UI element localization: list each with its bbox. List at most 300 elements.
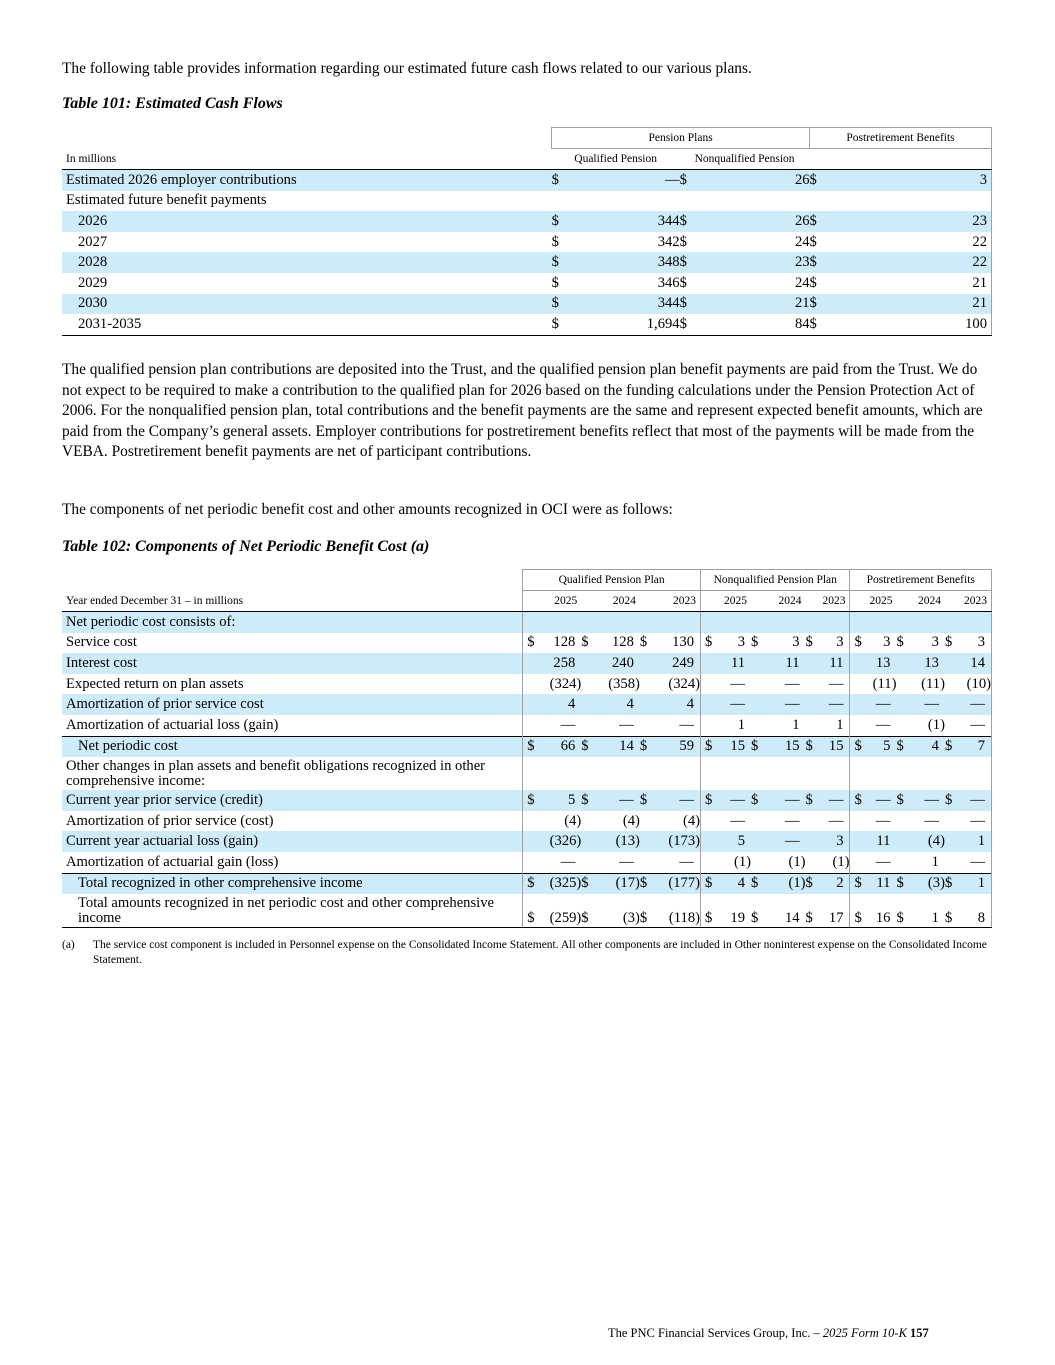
cell-value: — bbox=[765, 790, 805, 811]
cell-value: 13 bbox=[911, 653, 945, 674]
dollar-sign bbox=[523, 757, 537, 790]
dollar-sign: $ bbox=[701, 736, 715, 757]
row-label: Amortization of actuarial loss (gain) bbox=[66, 716, 279, 733]
cell-value: 24 bbox=[794, 274, 810, 291]
cell-value bbox=[911, 757, 945, 790]
dollar-sign bbox=[552, 191, 566, 212]
cell-value: 1 bbox=[959, 873, 991, 894]
cell-value bbox=[959, 612, 991, 633]
dollar-sign: $ bbox=[640, 790, 654, 811]
cell-value: — bbox=[924, 812, 939, 829]
cell-value: 344 bbox=[566, 294, 680, 315]
cell-value: 3 bbox=[959, 633, 991, 654]
cell-value: 344 bbox=[566, 211, 680, 232]
dollar-sign bbox=[640, 653, 654, 674]
cell-value: 14 bbox=[595, 736, 639, 757]
cell-value: — bbox=[715, 694, 751, 715]
cell-value: 1 bbox=[911, 894, 945, 928]
dollar-sign: $ bbox=[806, 894, 820, 928]
cell-value bbox=[715, 757, 751, 790]
dollar-sign: $ bbox=[945, 736, 959, 757]
dollar-sign bbox=[523, 694, 537, 715]
cell-value: 3 bbox=[792, 634, 800, 651]
cell-value: (259) bbox=[537, 894, 581, 928]
cell-value: — bbox=[560, 853, 576, 870]
cell-value: (1) bbox=[733, 853, 751, 870]
dollar-sign: $ bbox=[640, 894, 654, 928]
dollar-sign bbox=[640, 811, 654, 832]
dollar-sign bbox=[806, 715, 820, 736]
cell-value: 84 bbox=[694, 314, 810, 335]
cell-value: 8 bbox=[959, 894, 991, 928]
dollar-sign: $ bbox=[850, 633, 864, 654]
row-label: Amortization of actuarial gain (loss) bbox=[66, 853, 279, 870]
dollar-sign bbox=[945, 831, 959, 852]
t101-row bbox=[62, 314, 992, 335]
dollar-sign bbox=[680, 191, 694, 212]
dollar-sign bbox=[751, 811, 765, 832]
row-label: Other changes in plan assets and benefit obligations recognized in other comprehensive income: bbox=[66, 757, 486, 789]
dollar-sign bbox=[701, 831, 715, 852]
dollar-sign bbox=[640, 715, 654, 736]
dollar-sign bbox=[945, 612, 959, 633]
t102-row bbox=[62, 715, 992, 736]
cell-value bbox=[595, 612, 639, 633]
cell-value: (173) bbox=[654, 831, 700, 852]
dollar-sign bbox=[751, 715, 765, 736]
year-header: 2025 bbox=[850, 591, 896, 612]
row-label: Total amounts recognized in net periodic cost and other comprehensive income bbox=[62, 894, 523, 928]
dollar-sign: $ bbox=[701, 633, 715, 654]
dollar-sign: $ bbox=[581, 634, 589, 651]
t102-row bbox=[62, 852, 992, 873]
cell-value: 3 bbox=[836, 634, 844, 651]
cell-value: 26 bbox=[694, 211, 810, 232]
dollar-sign bbox=[581, 694, 595, 715]
dollar-sign: $ bbox=[523, 633, 537, 654]
cell-value: 249 bbox=[654, 653, 700, 674]
cell-value: 7 bbox=[959, 736, 991, 757]
estimated-cash-flows-table bbox=[62, 127, 992, 336]
row-label: Amortization of prior service (cost) bbox=[66, 812, 274, 829]
cell-value: (3) bbox=[595, 894, 639, 928]
t101-row bbox=[62, 211, 992, 232]
cell-value: (11) bbox=[921, 675, 945, 692]
dollar-sign bbox=[523, 715, 537, 736]
dollar-sign bbox=[581, 715, 595, 736]
dollar-sign: $ bbox=[850, 873, 864, 894]
table-102-caption: Table 102: Components of Net Periodic Benefit Cost (a) bbox=[62, 538, 430, 555]
cell-value: 15 bbox=[765, 736, 805, 757]
t102-row bbox=[62, 757, 992, 790]
dollar-sign: $ bbox=[701, 894, 715, 928]
cell-value: 1 bbox=[959, 831, 991, 852]
dollar-sign: $ bbox=[809, 233, 817, 250]
cell-value bbox=[820, 757, 850, 790]
dollar-sign: $ bbox=[581, 790, 595, 811]
dollar-sign: $ bbox=[945, 873, 959, 894]
cell-value: — bbox=[820, 694, 850, 715]
cell-value: 66 bbox=[537, 736, 581, 757]
cell-value bbox=[537, 612, 581, 633]
dollar-sign bbox=[850, 757, 864, 790]
cell-value: (1) bbox=[832, 853, 850, 870]
year-header: 2025 bbox=[701, 591, 752, 612]
dollar-sign bbox=[581, 852, 595, 873]
cell-value: (4) bbox=[564, 812, 582, 829]
cell-value: 342 bbox=[657, 233, 680, 250]
cell-value: — bbox=[959, 852, 991, 873]
cell-value: 1,694 bbox=[566, 314, 680, 335]
dollar-sign bbox=[751, 694, 765, 715]
t101-row bbox=[62, 232, 992, 253]
cell-value: — bbox=[911, 790, 945, 811]
nonqualified-pension-plan-header: Nonqualified Pension Plan bbox=[701, 570, 850, 591]
dollar-sign bbox=[896, 612, 910, 633]
cell-value: — bbox=[595, 790, 639, 811]
t102-row bbox=[62, 831, 992, 852]
cell-value: 22 bbox=[824, 252, 992, 273]
cell-value: 19 bbox=[715, 894, 751, 928]
cell-value: — bbox=[619, 716, 634, 733]
dollar-sign bbox=[581, 757, 595, 790]
dollar-sign bbox=[806, 674, 820, 695]
year-header: 2023 bbox=[945, 591, 992, 612]
cell-value: 4 bbox=[715, 873, 751, 894]
dollar-sign bbox=[806, 852, 820, 873]
table-101-caption: Table 101: Estimated Cash Flows bbox=[62, 95, 283, 112]
dollar-sign: $ bbox=[896, 894, 910, 928]
cell-value: 4 bbox=[537, 694, 581, 715]
dollar-sign: $ bbox=[896, 873, 910, 894]
cell-value: 15 bbox=[820, 736, 850, 757]
dollar-sign bbox=[581, 811, 595, 832]
dollar-sign bbox=[640, 674, 654, 695]
cell-value: 2 bbox=[820, 873, 850, 894]
row-label: Estimated future benefit payments bbox=[66, 192, 267, 209]
row-label: Interest cost bbox=[62, 653, 523, 674]
cell-value bbox=[959, 757, 991, 790]
dollar-sign bbox=[945, 757, 959, 790]
cell-value: (13) bbox=[595, 831, 639, 852]
dollar-sign: $ bbox=[680, 252, 694, 273]
row-label: Estimated 2026 employer contributions bbox=[62, 170, 552, 191]
cell-value bbox=[824, 191, 992, 212]
cell-value bbox=[820, 612, 850, 633]
dollar-sign: $ bbox=[810, 294, 824, 315]
dollar-sign bbox=[523, 811, 537, 832]
postretirement-header: Postretirement Benefits bbox=[810, 128, 992, 149]
dollar-sign bbox=[810, 191, 824, 212]
dollar-sign bbox=[751, 612, 765, 633]
row-label: Net periodic cost bbox=[62, 736, 523, 757]
row-label: Current year actuarial loss (gain) bbox=[62, 831, 523, 852]
cell-value: (17) bbox=[595, 873, 639, 894]
cell-value: 23 bbox=[694, 252, 810, 273]
cell-value: 15 bbox=[715, 736, 751, 757]
cell-value: 346 bbox=[657, 274, 680, 291]
dollar-sign bbox=[751, 653, 765, 674]
cell-value: 59 bbox=[654, 736, 700, 757]
dollar-sign bbox=[945, 653, 959, 674]
cell-value: (4) bbox=[911, 831, 945, 852]
t102-row bbox=[62, 674, 992, 695]
cell-value: — bbox=[959, 694, 991, 715]
cell-value: 1 bbox=[737, 716, 745, 733]
cell-value: — bbox=[730, 675, 745, 692]
dollar-sign bbox=[751, 757, 765, 790]
cell-value bbox=[765, 757, 805, 790]
dollar-sign bbox=[701, 715, 715, 736]
dollar-sign: $ bbox=[523, 736, 537, 757]
cell-value: (324) bbox=[549, 675, 582, 692]
dollar-sign bbox=[701, 694, 715, 715]
units-header: In millions bbox=[62, 149, 552, 170]
dollar-sign: $ bbox=[679, 274, 687, 291]
t102-row bbox=[62, 633, 992, 654]
dollar-sign bbox=[945, 852, 959, 873]
dollar-sign bbox=[896, 811, 910, 832]
dollar-sign: $ bbox=[809, 274, 817, 291]
dollar-sign bbox=[896, 852, 910, 873]
dollar-sign: $ bbox=[805, 634, 813, 651]
dollar-sign: $ bbox=[810, 252, 824, 273]
dollar-sign: $ bbox=[751, 634, 759, 651]
dollar-sign bbox=[945, 674, 959, 695]
dollar-sign: $ bbox=[640, 873, 654, 894]
row-label: Amortization of prior service cost bbox=[62, 694, 523, 715]
cell-value: (1) bbox=[788, 853, 806, 870]
cell-value: — bbox=[679, 716, 694, 733]
dollar-sign bbox=[896, 757, 910, 790]
dollar-sign: $ bbox=[850, 736, 864, 757]
cell-value bbox=[654, 757, 700, 790]
cell-value: (177) bbox=[654, 873, 700, 894]
qualified-pension-header: Qualified Pension bbox=[552, 149, 680, 170]
row-label: Expected return on plan assets bbox=[66, 675, 244, 692]
dollar-sign: $ bbox=[810, 314, 824, 335]
dollar-sign: $ bbox=[810, 170, 824, 191]
t102-row bbox=[62, 653, 992, 674]
row-label: 2031-2035 bbox=[62, 314, 552, 335]
intro-paragraph: The following table provides information regarding our estimated future cash flows related to our various plans. bbox=[62, 60, 752, 77]
t102-row bbox=[62, 894, 992, 928]
t102-row bbox=[62, 811, 992, 832]
cell-value: — bbox=[715, 790, 751, 811]
dollar-sign: $ bbox=[680, 211, 694, 232]
cell-value: 13 bbox=[864, 653, 896, 674]
dollar-sign: $ bbox=[896, 634, 904, 651]
year-header: 2024 bbox=[581, 591, 640, 612]
cell-value: 128 bbox=[612, 634, 634, 651]
dollar-sign bbox=[701, 674, 715, 695]
cell-value: 4 bbox=[654, 694, 700, 715]
dollar-sign bbox=[806, 757, 820, 790]
dollar-sign: $ bbox=[751, 873, 765, 894]
cell-value: 26 bbox=[694, 170, 810, 191]
cell-value: 21 bbox=[824, 294, 992, 315]
dollar-sign bbox=[896, 694, 910, 715]
dollar-sign bbox=[581, 831, 595, 852]
dollar-sign bbox=[751, 674, 765, 695]
cell-value: — bbox=[784, 675, 800, 692]
cell-value: — bbox=[730, 812, 745, 829]
dollar-sign: $ bbox=[806, 790, 820, 811]
dollar-sign bbox=[523, 612, 537, 633]
cell-value: 17 bbox=[820, 894, 850, 928]
cell-value: — bbox=[619, 853, 634, 870]
dollar-sign: $ bbox=[523, 790, 537, 811]
dollar-sign: $ bbox=[751, 736, 765, 757]
cell-value: — bbox=[765, 694, 805, 715]
dollar-sign: $ bbox=[552, 314, 566, 335]
dollar-sign bbox=[850, 811, 864, 832]
cell-value: 21 bbox=[824, 273, 992, 294]
cell-value: 258 bbox=[537, 653, 581, 674]
page-number: 157 bbox=[910, 1326, 929, 1340]
cell-value bbox=[864, 612, 896, 633]
dollar-sign bbox=[640, 612, 654, 633]
explanation-paragraph: The qualified pension plan contributions are deposited into the Trust, and the qualified pension plan benefit payments are paid from the Trust. We do not expect to be required to make a contribution to the qualified plan for 2026 based on the funding calculations under the Pension Protection Act of 2006. For the nonqualified pension plan, total contributions and the benefit payments are the same and represent expected benefit amounts, which are paid from the Company’s general assets. Employer contributions for postretirement benefits reflect that most of the payments will be made from the VEBA. Postretirement benefit payments are net of participant contributions. bbox=[62, 361, 983, 461]
dollar-sign bbox=[523, 852, 537, 873]
cell-value: — bbox=[959, 811, 991, 832]
dollar-sign: $ bbox=[551, 233, 559, 250]
t102-row bbox=[62, 873, 992, 894]
dollar-sign bbox=[896, 715, 910, 736]
cell-value: 5 bbox=[715, 831, 751, 852]
cell-value: — bbox=[828, 675, 844, 692]
year-header: 2024 bbox=[751, 591, 806, 612]
dollar-sign: $ bbox=[679, 233, 687, 250]
cell-value: 21 bbox=[694, 294, 810, 315]
dollar-sign: $ bbox=[523, 873, 537, 894]
footer-company: The PNC Financial Services Group, Inc. – bbox=[608, 1326, 820, 1340]
dollar-sign bbox=[640, 757, 654, 790]
cell-value: 100 bbox=[824, 314, 992, 335]
dollar-sign bbox=[850, 831, 864, 852]
cell-value: (118) bbox=[654, 894, 700, 928]
dollar-sign: $ bbox=[751, 894, 765, 928]
year-header: 2025 bbox=[523, 591, 582, 612]
cell-value: — bbox=[820, 790, 850, 811]
net-periodic-benefit-cost-table bbox=[62, 569, 992, 928]
dollar-sign bbox=[523, 831, 537, 852]
units-header: Year ended December 31 – in millions bbox=[62, 591, 523, 612]
dollar-sign: $ bbox=[552, 252, 566, 273]
cell-value: 4 bbox=[911, 736, 945, 757]
dollar-sign: $ bbox=[810, 211, 824, 232]
dollar-sign bbox=[640, 852, 654, 873]
dollar-sign bbox=[945, 811, 959, 832]
cell-value: — bbox=[784, 812, 800, 829]
cell-value: — bbox=[959, 715, 991, 736]
cell-value: — bbox=[911, 694, 945, 715]
cell-value: — bbox=[654, 790, 700, 811]
cell-value: — bbox=[828, 812, 844, 829]
cell-value bbox=[566, 191, 680, 212]
dollar-sign bbox=[945, 715, 959, 736]
dollar-sign: $ bbox=[680, 170, 694, 191]
year-header: 2024 bbox=[896, 591, 944, 612]
dollar-sign bbox=[896, 674, 910, 695]
dollar-sign bbox=[751, 852, 765, 873]
cell-value: — bbox=[959, 790, 991, 811]
dollar-sign: $ bbox=[850, 894, 864, 928]
cell-value: 3 bbox=[737, 634, 745, 651]
cell-value: 3 bbox=[820, 831, 850, 852]
dollar-sign bbox=[896, 831, 910, 852]
dollar-sign: $ bbox=[806, 736, 820, 757]
dollar-sign bbox=[806, 831, 820, 852]
dollar-sign bbox=[701, 811, 715, 832]
dollar-sign bbox=[850, 653, 864, 674]
footer-form: 2025 Form 10-K bbox=[822, 1326, 907, 1340]
t101-row bbox=[62, 191, 992, 212]
cell-value bbox=[864, 757, 896, 790]
dollar-sign bbox=[701, 653, 715, 674]
dollar-sign: $ bbox=[551, 274, 559, 291]
cell-value: 16 bbox=[864, 894, 896, 928]
cell-value: 23 bbox=[824, 211, 992, 232]
t101-row bbox=[62, 294, 992, 315]
cell-value: — bbox=[875, 812, 891, 829]
dollar-sign bbox=[581, 674, 595, 695]
cell-value: — bbox=[765, 831, 805, 852]
dollar-sign bbox=[523, 653, 537, 674]
t101-row bbox=[62, 273, 992, 294]
components-intro-paragraph: The components of net periodic benefit cost and other amounts recognized in OCI were as follows: bbox=[62, 501, 673, 518]
dollar-sign: $ bbox=[896, 790, 910, 811]
dollar-sign bbox=[581, 612, 595, 633]
cell-value: 14 bbox=[959, 653, 991, 674]
t102-row bbox=[62, 612, 992, 633]
dollar-sign: $ bbox=[701, 873, 715, 894]
qualified-pension-plan-header: Qualified Pension Plan bbox=[523, 570, 701, 591]
cell-value: 128 bbox=[553, 634, 576, 651]
dollar-sign: $ bbox=[850, 790, 864, 811]
cell-value: 5 bbox=[537, 790, 581, 811]
dollar-sign: $ bbox=[944, 634, 953, 651]
dollar-sign bbox=[850, 694, 864, 715]
dollar-sign bbox=[751, 831, 765, 852]
cell-value: 11 bbox=[765, 653, 805, 674]
cell-value: 11 bbox=[864, 831, 896, 852]
dollar-sign: $ bbox=[680, 314, 694, 335]
dollar-sign: $ bbox=[523, 894, 537, 928]
cell-value: 11 bbox=[715, 653, 751, 674]
cell-value: — bbox=[864, 790, 896, 811]
dollar-sign bbox=[701, 757, 715, 790]
row-label: Net periodic cost consists of: bbox=[62, 612, 523, 633]
cell-value: (1) bbox=[765, 873, 805, 894]
cell-value: (4) bbox=[682, 812, 700, 829]
footnote-text: The service cost component is included in Personnel expense on the Consolidated Income Statement. All other components are included in Other noninterest expense on the Consolidated Income Statement. bbox=[93, 939, 987, 966]
dollar-sign: $ bbox=[945, 790, 959, 811]
cell-value: 348 bbox=[566, 252, 680, 273]
dollar-sign bbox=[523, 674, 537, 695]
nonqualified-pension-header: Nonqualified Pension bbox=[680, 149, 810, 170]
cell-value: (1) bbox=[927, 716, 945, 733]
cell-value bbox=[537, 757, 581, 790]
dollar-sign: $ bbox=[896, 736, 910, 757]
cell-value: (11) bbox=[872, 675, 897, 692]
dollar-sign: $ bbox=[680, 294, 694, 315]
row-label: 2029 bbox=[78, 274, 108, 291]
dollar-sign bbox=[581, 653, 595, 674]
dollar-sign bbox=[945, 694, 959, 715]
cell-value: 5 bbox=[864, 736, 896, 757]
cell-value: 22 bbox=[824, 232, 992, 253]
